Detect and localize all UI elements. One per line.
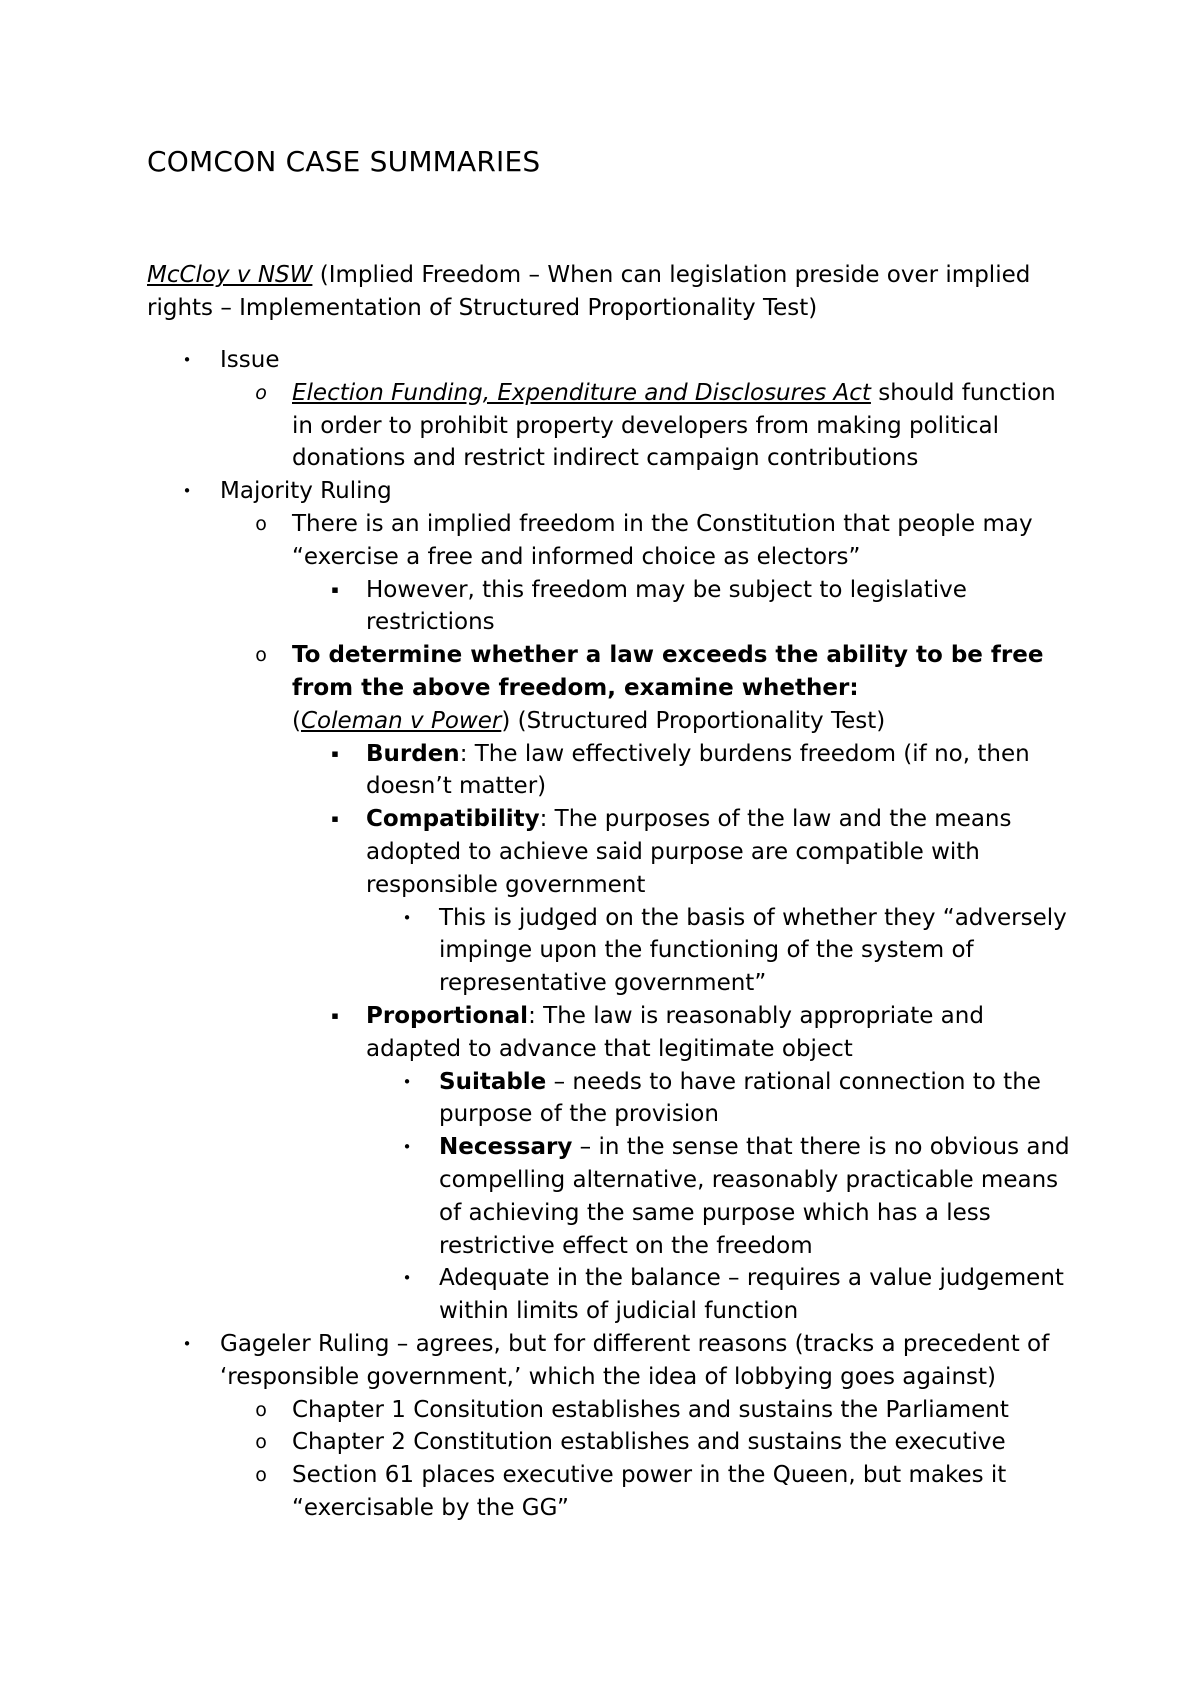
document-title: COMCON CASE SUMMARIES (147, 145, 541, 178)
item-text: Chapter 1 Consitution establishes and sustains the Parliament (292, 1396, 1009, 1423)
item-text: Adequate in the balance – requires a value judgement within limits of judicial function (439, 1265, 1064, 1325)
list-item-issue (147, 344, 1077, 377)
item-term: Necessary (439, 1134, 573, 1161)
list-item-chapter-1 (147, 1394, 1077, 1427)
circle-marker: o (255, 1464, 267, 1487)
square-marker: ▪ (331, 746, 339, 760)
bullet-marker: • (182, 482, 192, 501)
item-term: Suitable (439, 1068, 547, 1095)
circle-marker: o (255, 644, 267, 667)
square-marker: ▪ (331, 1008, 339, 1022)
bullet-marker: • (402, 1269, 412, 1288)
item-text: Section 61 places executive power in the Queen, but makes it “exercisable by the GG” (292, 1462, 1007, 1521)
list-item-majority-freedom (147, 508, 1077, 574)
list-item-gageler (147, 1328, 1077, 1394)
item-bold-text: To determine whether a law exceeds the ability to be free from the above freedom, examine whether: (292, 642, 1044, 701)
list-item-necessary (147, 1131, 1077, 1262)
list-item-judged (147, 902, 1077, 1000)
circle-marker: o (255, 1398, 267, 1421)
item-text: ) (Structured Proportionality Test) (501, 707, 886, 734)
item-text: : The law is reasonably appropriate and adapted to advance that legitimate object (366, 1002, 984, 1062)
item-term: Burden (366, 740, 460, 767)
item-text: – needs to have rational connection to the purpose of the provision (439, 1068, 1041, 1128)
square-marker: ▪ (331, 812, 339, 826)
bullet-marker: • (402, 1072, 412, 1091)
item-text: Chapter 2 Constitution establishes and sustains the executive (292, 1429, 1006, 1456)
bullet-marker: • (182, 351, 192, 369)
list-item-majority-restrictions (147, 574, 1077, 640)
item-term: Compatibility (366, 806, 540, 833)
list-item-compatibility (147, 803, 1077, 901)
list-item-issue-detail (147, 377, 1077, 475)
item-text: However, this freedom may be subject to legislative restrictions (366, 576, 967, 636)
bullet-marker: • (182, 1334, 192, 1353)
list-item-determine (147, 639, 1077, 737)
item-text: : The purposes of the law and the means adopted to achieve said purpose are compatible with responsible government (366, 806, 1012, 898)
list-item-chapter-2 (147, 1426, 1077, 1459)
circle-marker: o (255, 1431, 267, 1454)
list-item-burden (147, 738, 1077, 804)
item-text: – in the sense that there is no obvious and compelling alternative, reasonably practicable means of achieving the same purpose which has a less restrictive effect on the freedom (439, 1134, 1070, 1259)
item-text: There is an implied freedom in the Constitution that people may “exercise a free and informed choice as electors” (292, 510, 1033, 570)
item-label: Majority Ruling (220, 478, 392, 505)
list-item-suitable (147, 1066, 1077, 1132)
list-item-proportional (147, 1000, 1077, 1066)
act-name: Election Funding, Expenditure and Disclosures Act (292, 379, 871, 406)
case-heading (147, 259, 1077, 325)
circle-marker: o (255, 512, 267, 535)
bullet-marker: • (402, 908, 412, 927)
circle-marker: o (255, 381, 267, 404)
open-paren: ( (292, 707, 301, 734)
item-term: Proportional (366, 1002, 529, 1029)
case-name: McCloy v NSW (147, 262, 313, 288)
item-text: Gageler Ruling – agrees, but for different reasons (tracks a precedent of ‘responsible government,’ which the idea of lobbying goes against) (220, 1330, 1050, 1390)
case-outline (147, 344, 1077, 1525)
square-marker: ▪ (331, 582, 339, 596)
case-reference: Coleman v Power (300, 707, 502, 734)
list-item-section-61 (147, 1459, 1077, 1525)
bullet-marker: • (402, 1138, 412, 1157)
list-item-adequate (147, 1262, 1077, 1328)
item-label: Issue (220, 347, 280, 373)
item-text: : The law effectively burdens freedom (if no, then doesn’t matter) (366, 740, 1030, 800)
item-text: This is judged on the basis of whether they “adversely impinge upon the functioning of the system of representative government” (439, 904, 1067, 997)
document-page (147, 0, 1107, 1696)
list-item-majority (147, 475, 1077, 508)
item-text: should function in order to prohibit property developers from making political donations and restrict indirect campaign contributions (292, 379, 1056, 472)
case-description: (Implied Freedom – When can legislation preside over implied rights – Implementation of Structured Proportionality Test) (147, 262, 1031, 321)
